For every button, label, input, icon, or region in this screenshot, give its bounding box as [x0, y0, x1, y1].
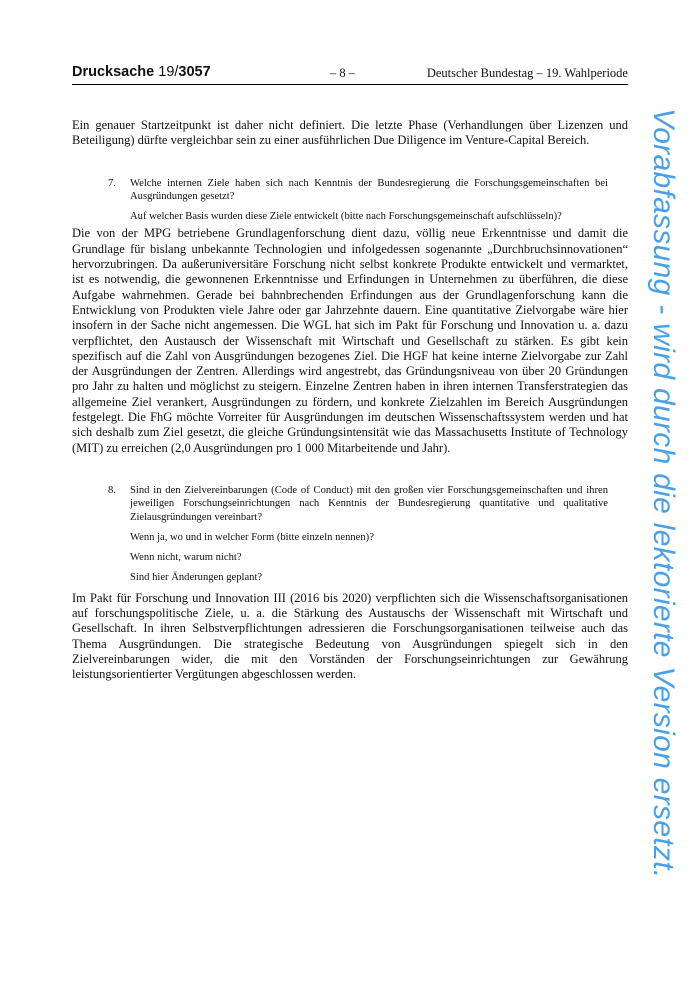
- question-sub: Sind hier Änderungen geplant?: [130, 572, 263, 584]
- answer-7: Die von der MPG betriebene Grundlagenforschung dient dazu, völlig neue Erkenntnisse und damit die Grundlage für bislang unbekannte Technologien und infolgedessen sogenannte „Durchbruchsinnovationen“ hervorzubringen. Da außeruniversitäre Forschung nicht selbst konkrete Produkte entwickelt und vermarktet, ist es notwendig, die gewonnenen Erkenntnisse und Erfindungen in Unternehmen zu überführen, die diese Aufgabe wahrnehmen. Gerade bei bahnbrechenden Erfindungen aus der Grundlagenforschung kann die Entwicklung von Produkten viele Jahre oder gar Jahrzehnte dauern. Eine quantitative Zielvorgabe wäre hier insofern in der Sache nicht angemessen. Die WGL hat sich im Pakt für Forschung und Innovation u. a. dazu verpflichtet, den Austausch der Wissenschaft mit Wirtschaft und Gesellschaft zu stärken. Es gibt kein spezifisch auf die Zahl von Ausgründungen bezogenes Ziel. Die HGF hat keine interne Zielvorgabe zur Zahl der Ausgründungen der Zentren. Allerdings wird angestrebt, das Gründungsniveau von über 20 Gründungen pro Jahr zu halten und möglichst zu steigern. Einzelne Zentren haben in ihren internen Transferstrategien das allgemeine Ziel verankert, Ausgründungen zu fördern, und konkrete Zielzahlen im Bereich Ausgründungen festgelegt. Die FhG möchte Vorreiter für Ausgründungen im deutschen Wissenschaftssystem werden und hat sich deshalb zum Ziel gesetzt, die gleiche Gründungsintensität wie das Massachusetts Institute of Technology (MIT) zu erreichen (2,0 Ausgründungen pro 1 000 Mitarbeitende und Jahr).: [72, 226, 628, 455]
- question-7: [108, 177, 608, 224]
- question-sub: Auf welcher Basis wurden diese Ziele entwickelt (bitte nach Forschungsgemeinschaft aufschlüsseln)?: [130, 211, 562, 223]
- page-number: – 8 –: [330, 66, 355, 80]
- document-label: Drucksache: [72, 64, 155, 80]
- question-text: Sind in den Zielvereinbarungen (Code of Conduct) mit den großen vier Forschungsgemeinschaften und ihren jeweiligen Forschungseinrichtungen nach Kenntnis der Bundesregierung quantitative und qualitative Zielausgründungen vereinbart?: [130, 484, 608, 523]
- document-number-suffix: 3057: [178, 64, 211, 80]
- question-sub: Wenn nicht, warum nicht?: [130, 552, 242, 564]
- question-text: Welche internen Ziele haben sich nach Kenntnis der Bundesregierung die Forschungsgemeinschaften bei Ausgründungen gesetzt?: [130, 177, 608, 202]
- question-number: 8.: [108, 484, 116, 496]
- question-number: 7.: [108, 177, 116, 189]
- draft-watermark: [632, 108, 692, 908]
- intro-paragraph: Ein genauer Startzeitpunkt ist daher nicht definiert. Die letzte Phase (Verhandlungen über Lizenzen und Beteiligung) dürfte vergleichbar sein zu einer ausführlichen Due Diligence im Venture-Capital Bereich.: [72, 118, 628, 148]
- document-number: [72, 64, 211, 80]
- answer-8: Im Pakt für Forschung und Innovation III (2016 bis 2020) verpflichten sich die Wissenschaftsorganisationen auf forschungspolitische Ziele, u. a. die Stärkung des Austauschs der Wissenschaft mit Wirtschaft und Gesellschaft. In ihren Selbstverpflichtungen adressieren die Forschungsorganisationen teilweise auch das Thema Ausgründungen. Die strategische Bedeutung von Ausgründungen spiegelt sich in den Zielvereinbarungen wider, die mit den Vorständen der Forschungseinrichtungen zur Gewährung leistungsorientierter Vergütungen abgeschlossen werden.: [72, 590, 628, 682]
- watermark-text: Vorabfassung - wird durch die lektorierte Version ersetzt.: [647, 108, 680, 879]
- publisher-label: Deutscher Bundestag – 19. Wahlperiode: [426, 66, 628, 80]
- main-content: [72, 118, 628, 683]
- page-header: [72, 62, 628, 85]
- document-number-prefix: 19/: [158, 64, 179, 80]
- question-sub: Wenn ja, wo und in welcher Form (bitte einzeln nennen)?: [130, 531, 374, 543]
- question-8: [108, 484, 608, 585]
